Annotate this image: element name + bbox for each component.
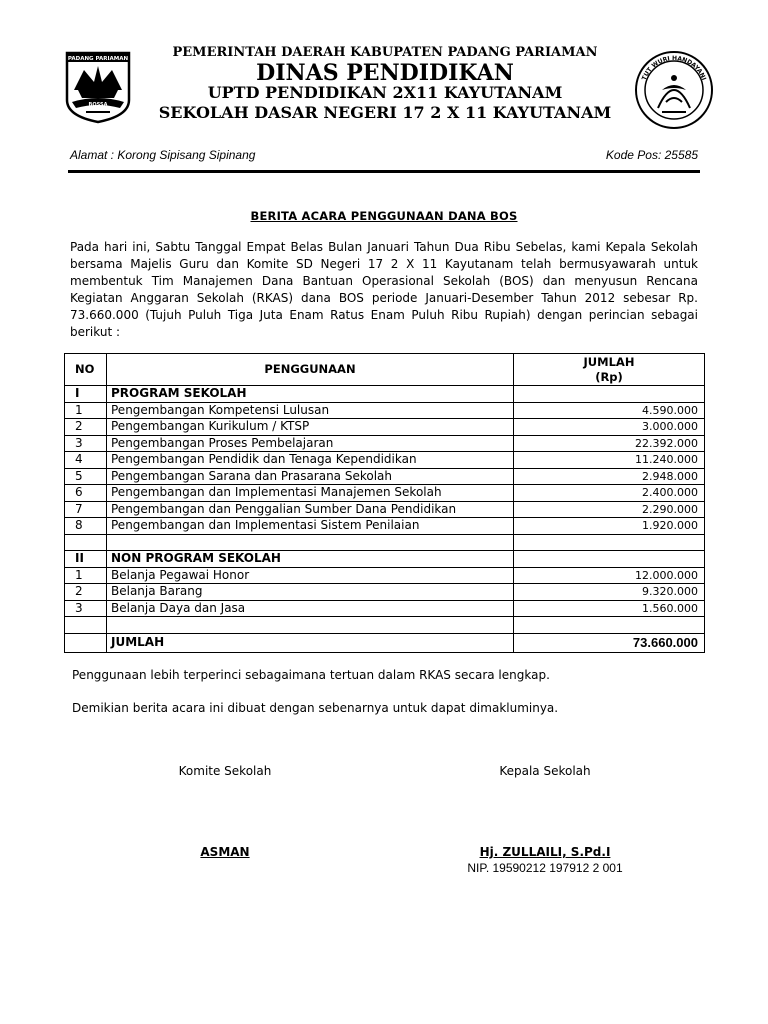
row-no: 3 <box>65 435 107 452</box>
row-amount: 3.000.000 <box>514 419 705 436</box>
section-amount <box>514 386 705 403</box>
row-amount: 1.920.000 <box>514 518 705 535</box>
right-logo-caption: TUT WURI HANDAYANI <box>640 54 708 82</box>
row-amount: 9.320.000 <box>514 584 705 601</box>
table-row <box>65 501 705 518</box>
empty-row <box>65 534 705 551</box>
row-label: Belanja Pegawai Honor <box>107 567 514 584</box>
table-row <box>65 435 705 452</box>
table-row <box>65 485 705 502</box>
principal-role: Kepala Sekolah <box>499 764 591 778</box>
committee-name: ASMAN <box>200 845 250 859</box>
row-no: 6 <box>65 485 107 502</box>
section-row-non-program <box>65 551 705 568</box>
row-label: Belanja Barang <box>107 584 514 601</box>
row-label: Pengembangan Kompetensi Lulusan <box>107 402 514 419</box>
empty-row <box>65 617 705 634</box>
row-no: 8 <box>65 518 107 535</box>
row-amount: 12.000.000 <box>514 567 705 584</box>
row-label: Pengembangan Pendidik dan Tenaga Kependidikan <box>107 452 514 469</box>
row-label: Pengembangan Proses Pembelajaran <box>107 435 514 452</box>
row-amount: 4.590.000 <box>514 402 705 419</box>
header-usage: PENGGUNAAN <box>107 354 514 386</box>
left-logo-caption: PADANG PARIAMAN <box>67 56 129 62</box>
row-amount: 2.948.000 <box>514 468 705 485</box>
committee-role: Komite Sekolah <box>178 764 272 778</box>
table-row <box>65 584 705 601</box>
table-row <box>65 419 705 436</box>
table-header-row <box>65 354 705 386</box>
total-row <box>65 633 705 652</box>
header-amount <box>514 354 705 386</box>
principal-name: Hj. ZULLAILI, S.Pd.I <box>479 845 611 859</box>
bos-usage-table <box>64 353 705 653</box>
opening-paragraph: Pada hari ini, Sabtu Tanggal Empat Belas Bulan Januari Tahun Dua Ribu Sebelas, kami Kepala Sekolah bersama Majelis Guru dan Komite SD Negeri 17 2 X 11 Kayutanam telah bermusyawarah untuk membentuk Tim Manajemen Dana Bantuan Operasional Sekolah (BOS) dan menyusun Rencana Kegiatan Anggaran Sekolah (RKAS) dana BOS periode Januari-Desember Tahun 2012 sebesar Rp. 73.660.000 (Tujuh Puluh Tiga Juta Enam Ratus Enam Puluh Ribu Rupiah) dengan perincian sebagai berikut : <box>70 240 698 339</box>
row-no: 1 <box>65 567 107 584</box>
table-row <box>65 452 705 469</box>
section-amount <box>514 551 705 568</box>
row-no: 2 <box>65 584 107 601</box>
table-row <box>65 518 705 535</box>
row-no: 1 <box>65 402 107 419</box>
letterhead <box>0 0 768 180</box>
header-amount-line1: JUMLAH <box>583 354 635 369</box>
row-amount: 22.392.000 <box>514 435 705 452</box>
header-agency-name: DINAS PENDIDIKAN <box>256 60 514 86</box>
row-label: Pengembangan dan Implementasi Manajemen Sekolah <box>107 485 514 502</box>
letterhead-divider <box>68 170 700 173</box>
padang-pariaman-emblem-icon <box>64 50 132 124</box>
tut-wuri-handayani-emblem-icon <box>632 50 716 130</box>
row-amount: 2.290.000 <box>514 501 705 518</box>
section-no: II <box>65 551 107 568</box>
row-label: Pengembangan dan Implementasi Sistem Penilaian <box>107 518 514 535</box>
row-no: 4 <box>65 452 107 469</box>
row-no: 2 <box>65 419 107 436</box>
rkas-note: Penggunaan lebih terperinci sebagaimana tertuan dalam RKAS secara lengkap. <box>72 668 550 682</box>
left-logo-text: BOSSA <box>88 102 108 108</box>
row-label: Pengembangan Kurikulum / KTSP <box>107 419 514 436</box>
school-address: Alamat : Korong Sipisang Sipinang <box>70 148 256 162</box>
header-school-name: SEKOLAH DASAR NEGERI 17 2 X 11 KAYUTANAM <box>158 103 612 122</box>
section-row-program <box>65 386 705 403</box>
total-label: JUMLAH <box>107 633 514 652</box>
section-label: PROGRAM SEKOLAH <box>107 386 514 403</box>
row-amount: 1.560.000 <box>514 600 705 617</box>
header-no: NO <box>65 354 107 386</box>
row-label: Pengembangan dan Penggalian Sumber Dana Pendidikan <box>107 501 514 518</box>
closing-statement: Demikian berita acara ini dibuat dengan sebenarnya untuk dapat dimakluminya. <box>72 701 559 715</box>
header-government-line: PEMERINTAH DAERAH KABUPATEN PADANG PARIAMAN <box>172 45 598 60</box>
table-row <box>65 600 705 617</box>
section-no: I <box>65 386 107 403</box>
row-label: Pengembangan Sarana dan Prasarana Sekolah <box>107 468 514 485</box>
table-row <box>65 402 705 419</box>
table-row <box>65 567 705 584</box>
row-no: 3 <box>65 600 107 617</box>
row-label: Belanja Daya dan Jasa <box>107 600 514 617</box>
total-amount: 73.660.000 <box>514 633 705 652</box>
row-amount: 11.240.000 <box>514 452 705 469</box>
document-title: BERITA ACARA PENGGUNAAN DANA BOS <box>250 209 518 223</box>
table-row <box>65 468 705 485</box>
postal-code: Kode Pos: 25585 <box>605 148 698 162</box>
header-uptd-line: UPTD PENDIDIKAN 2X11 KAYUTANAM <box>207 83 563 102</box>
row-amount: 2.400.000 <box>514 485 705 502</box>
row-no: 5 <box>65 468 107 485</box>
section-label: NON PROGRAM SEKOLAH <box>107 551 514 568</box>
header-amount-line2: (Rp) <box>595 369 623 384</box>
principal-nip: NIP. 19590212 197912 2 001 <box>467 861 623 875</box>
row-no: 7 <box>65 501 107 518</box>
